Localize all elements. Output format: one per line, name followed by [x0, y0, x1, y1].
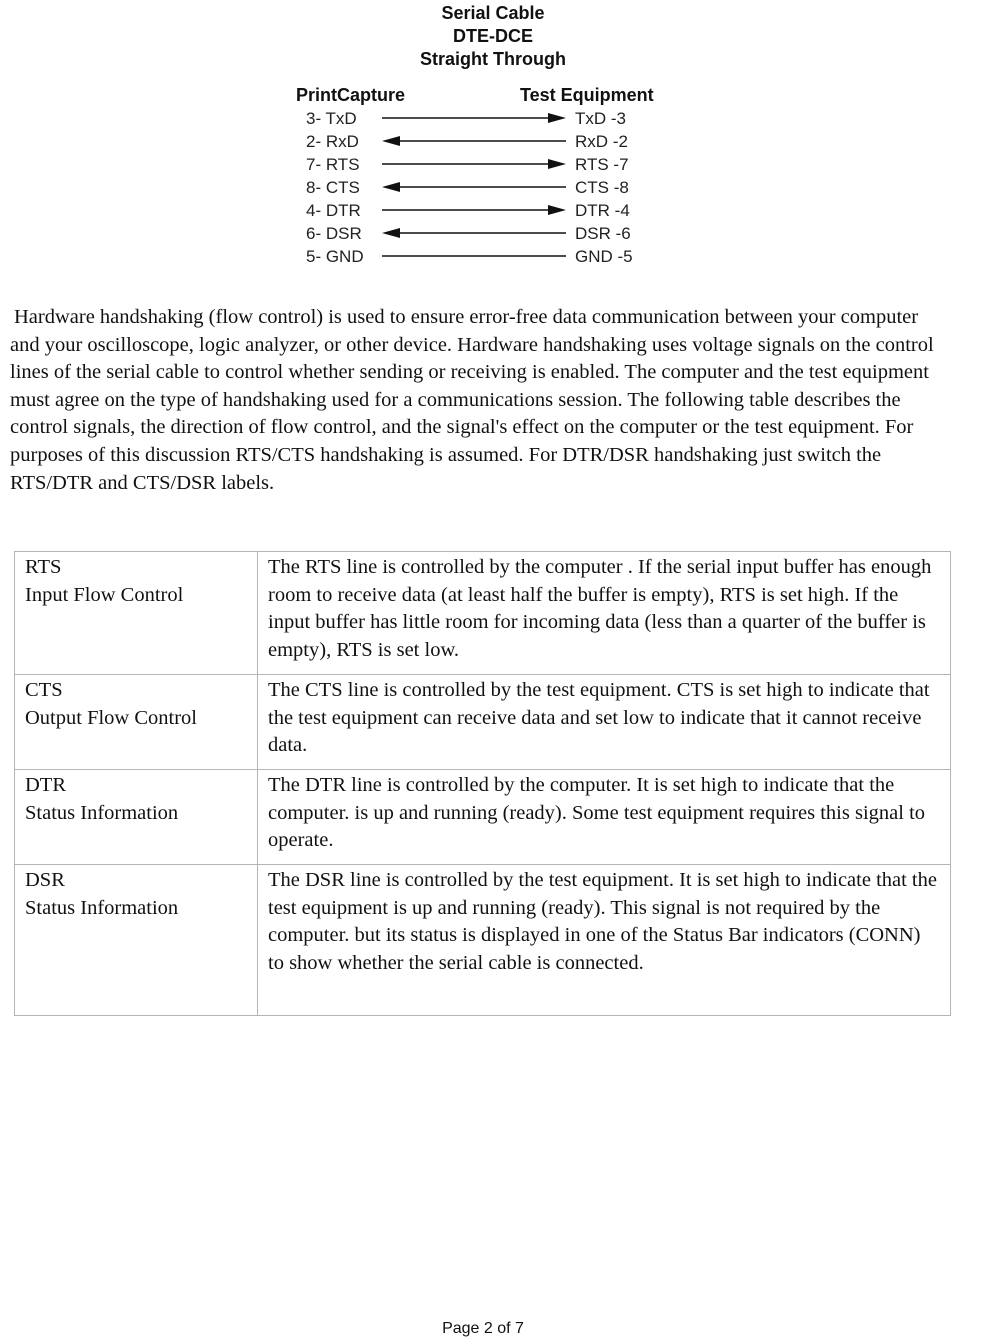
signal-name: CTS: [25, 679, 63, 701]
signal-role: Input Flow Control: [25, 583, 184, 606]
table-row: [15, 552, 951, 675]
pin-right-label: RxD -2: [575, 132, 628, 151]
arrow-left-icon: [382, 226, 566, 240]
signal-description: The DTR line is controlled by the computer. It is set high to indicate that the computer. is up and running (ready). Some test equipment requires this signal to operate.: [258, 770, 951, 865]
pinout-diagram: [296, 84, 676, 270]
pin-left-label: 8- CTS: [306, 178, 360, 197]
pin-right-label: TxD -3: [575, 109, 626, 128]
signal-description: The DSR line is controlled by the test equipment. It is set high to indicate that the test equipment is up and running (ready). This signal is not required by the computer. but its status is displayed in one of the Status Bar indicators (CONN) to show whether the serial cable is connected.: [258, 865, 951, 1016]
document-header: [0, 2, 986, 71]
pin-left-label: 3- TxD: [306, 109, 357, 128]
pin-right-label: DTR -4: [575, 201, 630, 220]
pin-right-label: RTS -7: [575, 155, 629, 174]
signal-table: [14, 551, 951, 1016]
pin-row: [296, 222, 676, 245]
header-title: Serial Cable: [441, 3, 545, 23]
signal-name-cell: [15, 770, 258, 865]
pin-row: [296, 107, 676, 130]
diagram-right-heading: Test Equipment: [520, 85, 654, 105]
pin-right-label: GND -5: [575, 247, 633, 266]
signal-role: Status Information: [25, 801, 179, 824]
arrow-right-icon: [382, 157, 566, 171]
pin-right-label: DSR -6: [575, 224, 631, 243]
signal-description: The RTS line is controlled by the computer . If the serial input buffer has enough room to receive data (at least half the buffer is empty), RTS is set high. If the input buffer has little room for incoming data (less than a quarter of the buffer is empty), RTS is set low.: [258, 552, 951, 675]
pin-left-label: 7- RTS: [306, 155, 360, 174]
pin-row: [296, 176, 676, 199]
pin-left-label: 4- DTR: [306, 201, 361, 220]
diagram-left-heading: PrintCapture: [296, 85, 406, 105]
pin-left-label: 2- RxD: [306, 132, 359, 151]
signal-name: DTR: [25, 774, 66, 796]
body-paragraph: Hardware handshaking (flow control) is used to ensure error-free data communication between your computer and your oscilloscope, logic analyzer, or other device. Hardware handshaking uses voltage signals on the control lines of the serial cable to control whether sending or receiving is enabled. The computer and the test equipment must agree on the type of handshaking used for a communications session. The following table describes the control signals, the direction of flow control, and the signal's effect on the computer or the test equipment. For purposes of this discussion RTS/CTS handshaking is assumed. For DTR/DSR handshaking just switch the RTS/DTR and CTS/DSR labels.: [10, 306, 934, 494]
table-row: [15, 865, 951, 1016]
signal-role: Output Flow Control: [25, 706, 197, 729]
page-number: Page 2 of 7: [442, 1320, 524, 1337]
table-row: [15, 770, 951, 865]
header-cable-type: Straight Through: [420, 49, 566, 69]
signal-name-cell: [15, 865, 258, 1016]
signal-name-cell: [15, 552, 258, 675]
signal-description: The CTS line is controlled by the test equipment. CTS is set high to indicate that the test equipment can receive data and set low to indicate that it cannot receive data.: [258, 675, 951, 770]
signal-name: DSR: [25, 869, 65, 891]
table-row: [15, 675, 951, 770]
pin-left-label: 6- DSR: [306, 224, 362, 243]
arrow-left-icon: [382, 134, 566, 148]
pin-row: [296, 153, 676, 176]
signal-role: Status Information: [25, 896, 179, 919]
arrow-left-icon: [382, 180, 566, 194]
arrow-right-icon: [382, 203, 566, 217]
arrow-right-icon: [382, 111, 566, 125]
connection-line: [382, 249, 566, 263]
pin-left-label: 5- GND: [306, 247, 364, 266]
signal-name: RTS: [25, 556, 62, 578]
signal-name-cell: [15, 675, 258, 770]
pin-row: [296, 199, 676, 222]
header-subtitle: DTE-DCE: [453, 26, 533, 46]
pin-row: [296, 245, 676, 268]
pin-row: [296, 130, 676, 153]
pin-right-label: CTS -8: [575, 178, 629, 197]
